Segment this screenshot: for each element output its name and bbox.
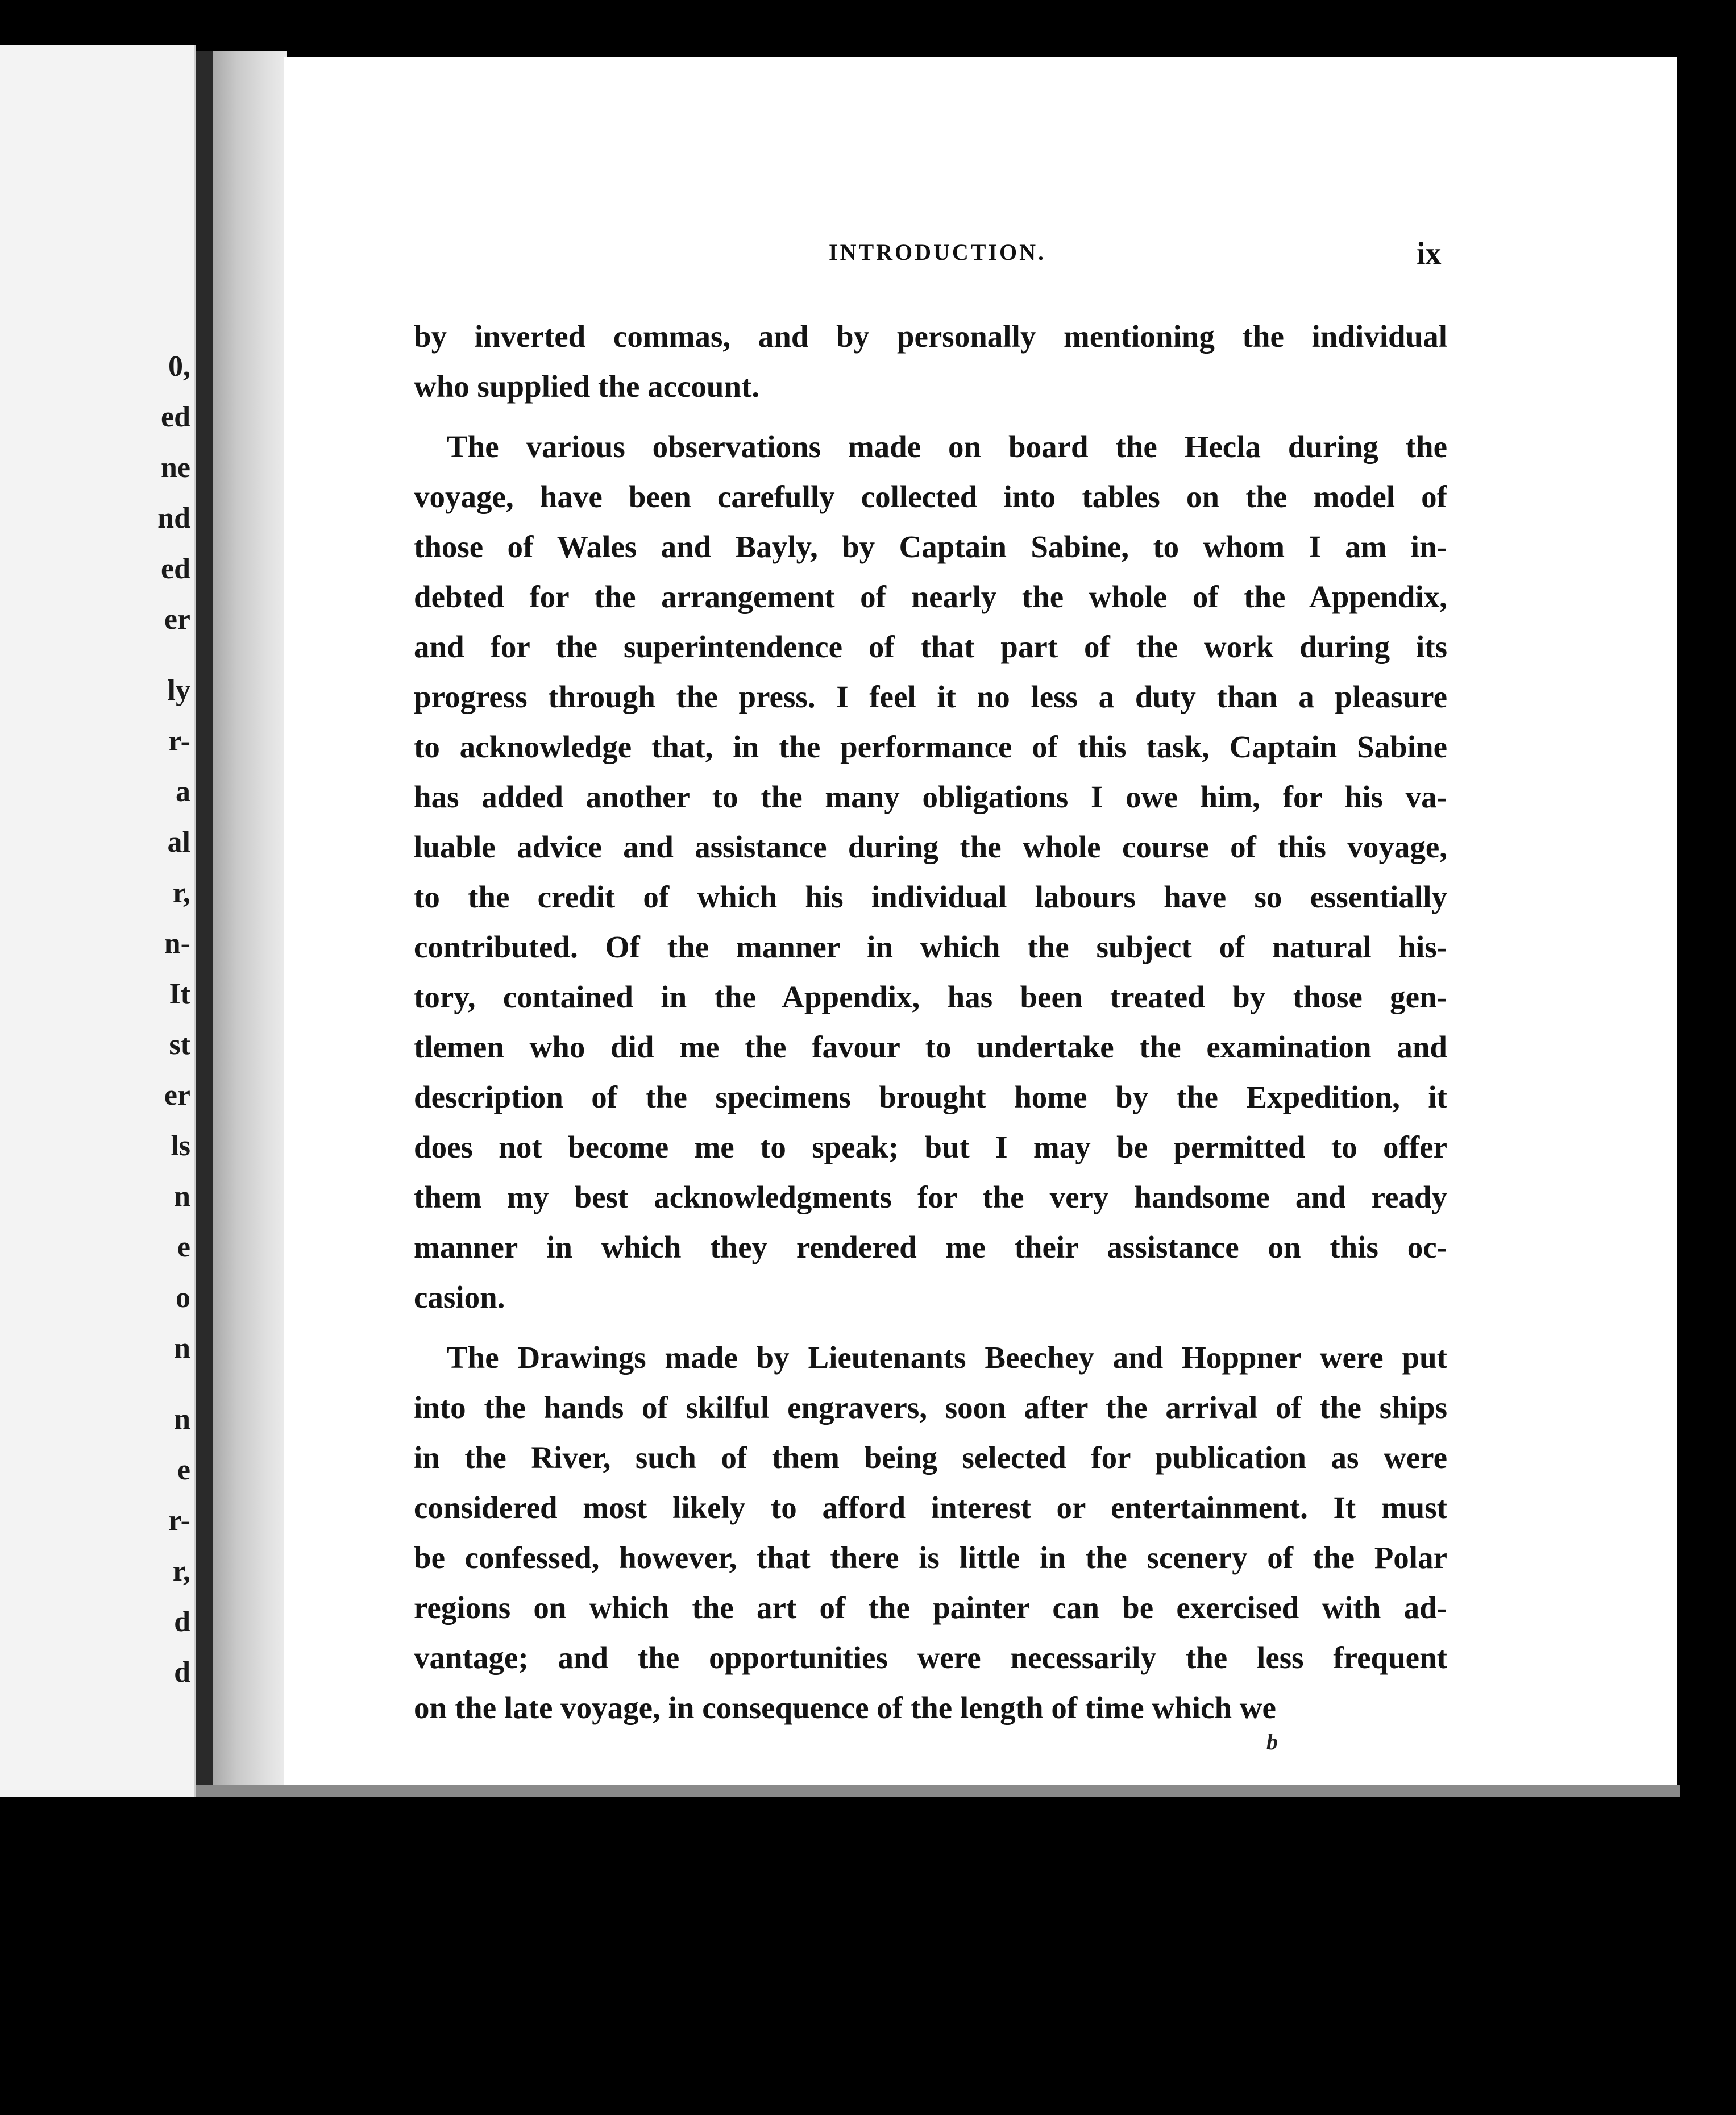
facing-page-fragment: n <box>174 1180 190 1213</box>
facing-page-fragment: It <box>169 978 190 1010</box>
page-number: ix <box>1417 236 1442 271</box>
facing-page-fragment: er <box>164 1079 190 1112</box>
text-line: who supplied the account. <box>414 369 760 404</box>
text-line: contributed. Of the manner in which the subject of natural his- <box>414 930 1447 964</box>
facing-page-fragment: nd <box>157 502 190 534</box>
paragraph <box>414 312 1447 412</box>
text-line: to the credit of which his individual labours have so essentially <box>414 880 1447 914</box>
text-line: progress through the press. I feel it no less a duty than a pleasure <box>414 679 1447 714</box>
text-line: by inverted commas, and by personally mentioning the individual <box>414 319 1447 354</box>
text-line: description of the specimens brought home by the Expedition, it <box>414 1080 1447 1114</box>
scan-bottom-border <box>0 1797 1736 2115</box>
facing-page-fragment: ed <box>161 553 190 585</box>
signature-mark: b <box>1266 1729 1278 1755</box>
facing-page-fragment: ly <box>167 674 190 707</box>
text-line: them my best acknowledgments for the very handsome and ready <box>414 1180 1447 1214</box>
text-line: The Drawings made by Lieutenants Beechey and Hoppner were put <box>447 1340 1447 1375</box>
facing-page-fragment: st <box>169 1029 190 1061</box>
facing-page-fragment: er <box>164 603 190 636</box>
binding-gutter-dark <box>196 51 213 1797</box>
text-line: does not become me to speak; but I may be permitted to offer <box>414 1130 1447 1164</box>
facing-page-fragment: ls <box>171 1130 190 1162</box>
facing-page-fragment: a <box>176 776 190 808</box>
page-bottom-edge <box>196 1785 1680 1798</box>
facing-page-fragment: r, <box>172 1555 190 1587</box>
text-line: regions on which the art of the painter can be exercised with ad- <box>414 1590 1447 1625</box>
text-line: vantage; and the opportunities were necessarily the less frequent <box>414 1640 1447 1675</box>
scan-right-border <box>1677 57 1736 1797</box>
body-text <box>414 312 1447 1733</box>
paragraph <box>414 1333 1447 1733</box>
text-line: tory, contained in the Appendix, has been treated by those gen- <box>414 980 1447 1014</box>
text-line: casion. <box>414 1280 505 1314</box>
paragraph <box>414 422 1447 1322</box>
text-line: on the late voyage, in consequence of the length of time which we <box>414 1690 1276 1725</box>
facing-page-fragment: r- <box>168 725 190 757</box>
text-line: those of Wales and Bayly, by Captain Sabine, to whom I am in- <box>414 529 1447 564</box>
text-line: The various observations made on board the Hecla during the <box>447 429 1447 464</box>
facing-page-left <box>0 45 196 1819</box>
text-line: has added another to the many obligations I owe him, for his va- <box>414 779 1447 814</box>
text-line: voyage, have been carefully collected into tables on the model of <box>414 479 1447 514</box>
paragraph-gap <box>414 412 1447 422</box>
running-head: INTRODUCTION. <box>829 239 1046 265</box>
facing-page-fragment: n- <box>164 927 190 960</box>
facing-page-fragment: n <box>174 1403 190 1436</box>
text-line: be confessed, however, that there is little in the scenery of the Polar <box>414 1540 1447 1575</box>
facing-page-fragment: e <box>177 1231 190 1263</box>
facing-page-fragment: 0, <box>168 350 190 383</box>
text-line: luable advice and assistance during the whole course of this voyage, <box>414 830 1447 864</box>
text-line: considered most likely to afford interest or entertainment. It must <box>414 1490 1447 1525</box>
text-line: manner in which they rendered me their assistance on this oc- <box>414 1230 1447 1264</box>
facing-page-fragment: o <box>176 1282 190 1314</box>
text-line: in the River, such of them being selected for publication as were <box>414 1440 1447 1475</box>
facing-page-fragment: r, <box>172 877 190 909</box>
text-line: to acknowledge that, in the performance of this task, Captain Sabine <box>414 729 1447 764</box>
facing-page-fragment: n <box>174 1332 190 1365</box>
text-line: debted for the arrangement of nearly the whole of the Appendix, <box>414 579 1447 614</box>
facing-page-fragment: ed <box>161 401 190 433</box>
facing-page-fragment: d <box>174 1656 190 1689</box>
facing-page-fragment: d <box>174 1606 190 1638</box>
facing-page-fragment: ne <box>161 451 190 484</box>
paragraph-gap <box>414 1322 1447 1333</box>
facing-page-fragment: e <box>177 1454 190 1486</box>
text-line: and for the superintendence of that part of the work during its <box>414 629 1447 664</box>
facing-page-text-fragments <box>122 341 190 1698</box>
facing-page-fragment: al <box>167 826 190 859</box>
text-line: tlemen who did me the favour to undertake the examination and <box>414 1030 1447 1064</box>
facing-page-fragment: r- <box>168 1504 190 1537</box>
text-line: into the hands of skilful engravers, soon after the arrival of the ships <box>414 1390 1447 1425</box>
